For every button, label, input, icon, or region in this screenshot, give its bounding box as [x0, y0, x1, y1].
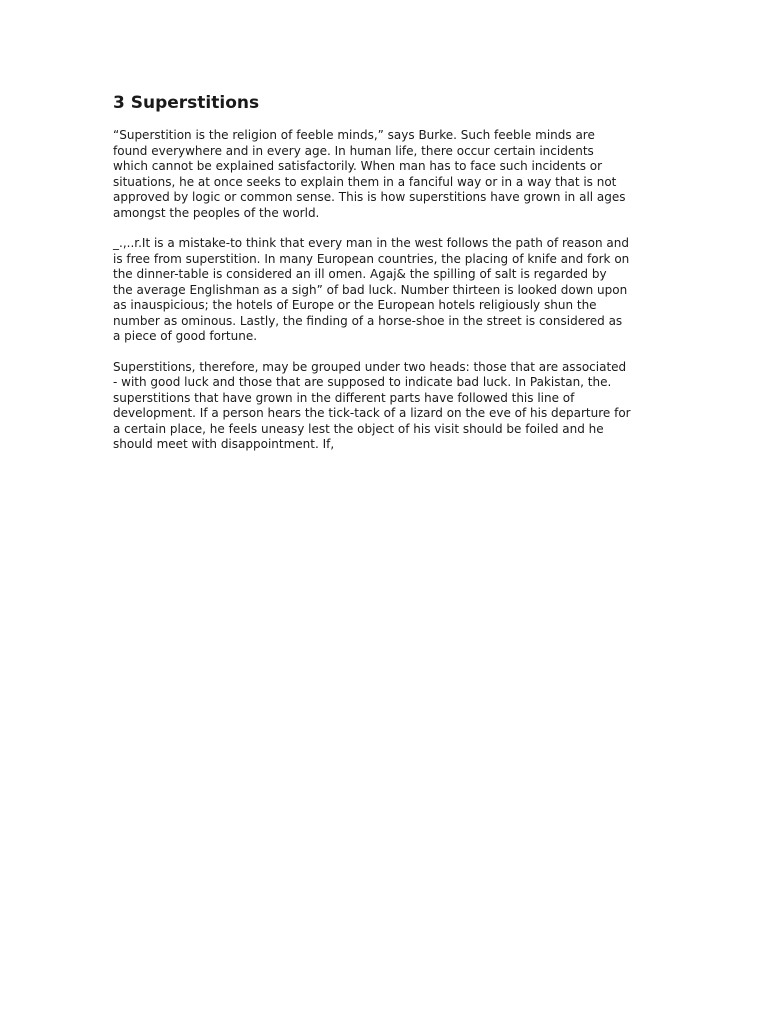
paragraph-line: as inauspicious; the hotels of Europe or the European hotels religiously shun the — [113, 298, 597, 312]
paragraph-line: _.,..r.It is a mistake-to think that every man in the west follows the path of reason and — [113, 236, 630, 250]
paragraph-line: Superstitions, therefore, may be grouped under two heads: those that are associated — [113, 359, 627, 374]
paragraph-line: found everywhere and in every age. In human life, there occur certain incidents — [113, 143, 594, 158]
paragraph-1 — [113, 128, 658, 221]
paragraph-line: approved by logic or common sense. This is how superstitions have grown in all ages — [113, 190, 626, 204]
paragraph-line: is free from superstition. In many European countries, the placing of knife and fork on — [113, 251, 630, 266]
paragraph-line: the average Englishman as a sigh” of bad luck. Number thirteen is looked down upon — [113, 282, 628, 297]
paragraph-line: “Superstition is the religion of feeble minds,” says Burke. Such feeble minds are — [113, 128, 595, 142]
paragraph-line: should meet with disappointment. If, — [113, 437, 335, 451]
document-page — [113, 92, 658, 468]
paragraph-line: superstitions that have grown in the different parts have followed this line of — [113, 390, 575, 405]
paragraph-line: amongst the peoples of the world. — [113, 205, 320, 220]
paragraph-line: a certain place, he feels uneasy lest the object of his visit should be foiled and he — [113, 421, 604, 436]
paragraph-2 — [113, 236, 658, 345]
paragraph-line: - with good luck and those that are supposed to indicate bad luck. In Pakistan, the. — [113, 375, 612, 389]
paragraph-line: which cannot be explained satisfactorily. When man has to face such incidents or — [113, 159, 603, 173]
paragraph-line: the dinner-table is considered an ill omen. Agaj& the spilling of salt is regarded by — [113, 267, 607, 281]
document-title: 3 Superstitions — [113, 93, 260, 113]
paragraph-3 — [113, 360, 658, 453]
paragraph-line: number as ominous. Lastly, the finding of a horse-shoe in the street is considered as — [113, 313, 623, 328]
paragraph-line: a piece of good fortune. — [113, 329, 258, 343]
paragraph-line: development. If a person hears the tick-tack of a lizard on the eve of his departure for — [113, 406, 631, 420]
paragraph-line: situations, he at once seeks to explain them in a fanciful way or in a way that is not — [113, 174, 617, 189]
